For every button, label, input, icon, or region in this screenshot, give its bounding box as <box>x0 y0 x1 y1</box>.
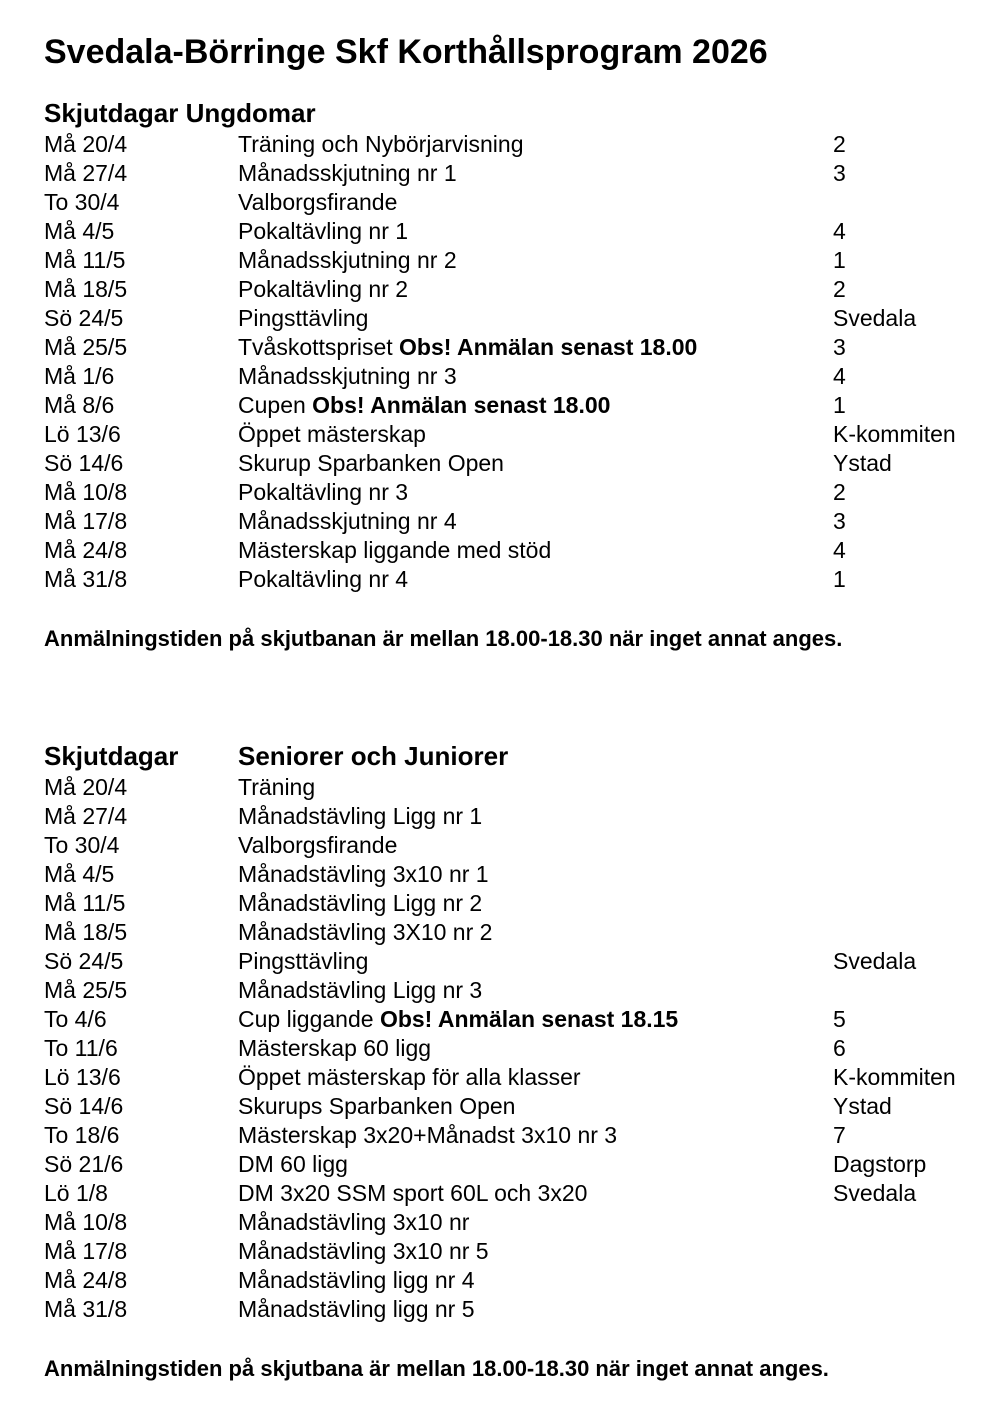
row-event-notice: Obs! Anmälan senast 18.00 <box>399 334 698 360</box>
row-day: Må 1/6 <box>44 363 115 389</box>
row-event <box>238 1237 489 1266</box>
row-event <box>238 159 457 188</box>
row-event-text: Cupen <box>238 392 313 418</box>
row-day: Må 24/8 <box>44 1267 128 1293</box>
row-event-notice: Obs! Anmälan senast 18.15 <box>379 1006 679 1032</box>
senior-schedule-row <box>44 1150 984 1179</box>
row-event <box>238 1266 475 1295</box>
row-event <box>238 188 397 217</box>
youth-schedule-row <box>44 362 984 391</box>
row-event-text: Öppet mästerskap <box>238 421 426 447</box>
youth-schedule-row <box>44 159 984 188</box>
youth-schedule-row <box>44 565 984 594</box>
row-event <box>238 1121 617 1150</box>
row-location: Ystad <box>833 1093 892 1119</box>
row-event <box>238 773 315 802</box>
row-event-text: Pingsttävling <box>238 948 369 974</box>
row-location: K-kommiten <box>833 1064 956 1090</box>
row-day: Må 17/8 <box>44 508 128 534</box>
row-day: Sö 24/5 <box>44 948 124 974</box>
row-event-text: Månadstävling ligg nr 4 <box>238 1267 475 1293</box>
senior-section-heading <box>44 739 984 773</box>
row-location: 4 <box>833 218 846 244</box>
row-event <box>238 449 504 478</box>
row-event-text: DM 3x20 SSM sport 60L och 3x20 <box>238 1180 588 1206</box>
senior-schedule-row <box>44 1092 984 1121</box>
row-day: Må 8/6 <box>44 392 115 418</box>
senior-schedule-row <box>44 773 984 802</box>
row-day: To 30/4 <box>44 832 120 858</box>
row-day: To 18/6 <box>44 1122 120 1148</box>
row-day: Sö 14/6 <box>44 450 124 476</box>
row-event-text: Träning <box>238 774 316 800</box>
row-location: 2 <box>833 276 846 302</box>
row-location: Ystad <box>833 450 892 476</box>
row-day: Må 27/4 <box>44 803 128 829</box>
row-event-text: Skurups Sparbanken Open <box>238 1093 516 1119</box>
row-day: Må 10/8 <box>44 1209 128 1235</box>
row-event-text: Månadstävling 3x10 nr 5 <box>238 1238 489 1264</box>
youth-schedule-row <box>44 536 984 565</box>
row-location: Svedala <box>833 305 917 331</box>
row-event <box>238 362 457 391</box>
youth-schedule-row <box>44 246 984 275</box>
row-day: Må 17/8 <box>44 1238 128 1264</box>
row-day: Må 4/5 <box>44 861 115 887</box>
youth-schedule-row <box>44 478 984 507</box>
row-event-text: Pokaltävling nr 4 <box>238 566 409 592</box>
youth-schedule-list <box>44 130 984 594</box>
row-location: 2 <box>833 479 846 505</box>
row-event-text: Träning och Nybörjarvisning <box>238 131 524 157</box>
youth-heading-text: Skjutdagar Ungdomar <box>44 98 316 128</box>
row-event <box>238 246 457 275</box>
row-event <box>238 1208 469 1237</box>
row-event <box>238 420 426 449</box>
row-location: 1 <box>833 566 846 592</box>
row-day: Må 18/5 <box>44 276 128 302</box>
row-event-text: Pokaltävling nr 1 <box>238 218 409 244</box>
row-event <box>238 565 408 594</box>
row-day: Må 20/4 <box>44 774 128 800</box>
row-event <box>238 304 368 333</box>
row-event <box>238 333 697 362</box>
row-event-text: Valborgsfirande <box>238 832 398 858</box>
youth-registration-note: Anmälningstiden på skjutbanan är mellan 18.00-18.30 när inget annat anges. <box>44 626 843 651</box>
row-day: To 11/6 <box>44 1035 118 1061</box>
row-day: Må 25/5 <box>44 334 128 360</box>
row-event-text: Pokaltävling nr 2 <box>238 276 409 302</box>
row-event-text: Mästerskap 3x20+Månadst 3x10 nr 3 <box>238 1122 618 1148</box>
senior-schedule-row <box>44 1179 984 1208</box>
row-day: Må 25/5 <box>44 977 128 1003</box>
youth-schedule-row <box>44 449 984 478</box>
senior-schedule-row <box>44 860 984 889</box>
row-event-notice: Obs! Anmälan senast 18.00 <box>312 392 611 418</box>
row-event-text: Månadstävling Ligg nr 3 <box>238 977 483 1003</box>
row-event <box>238 478 408 507</box>
row-event-text: Månadstävling Ligg nr 2 <box>238 890 483 916</box>
row-event <box>238 831 397 860</box>
row-day: Må 4/5 <box>44 218 115 244</box>
row-day: Må 18/5 <box>44 919 128 945</box>
row-location: 3 <box>833 334 846 360</box>
senior-registration-note: Anmälningstiden på skjutbana är mellan 18.00-18.30 när inget annat anges. <box>44 1356 829 1381</box>
senior-schedule-row <box>44 802 984 831</box>
row-location: 2 <box>833 131 846 157</box>
row-event <box>238 1005 678 1034</box>
row-day: Sö 21/6 <box>44 1151 124 1177</box>
row-day: Må 31/8 <box>44 566 128 592</box>
row-event <box>238 860 489 889</box>
row-event-text: Månadstävling 3X10 nr 2 <box>238 919 493 945</box>
row-event-text: Mästerskap liggande med stöd <box>238 537 552 563</box>
row-event <box>238 391 610 420</box>
page-title: Svedala-Börringe Skf Korthållsprogram 2026 <box>44 33 768 71</box>
row-location: 5 <box>833 1006 846 1032</box>
row-event-text: Pingsttävling <box>238 305 369 331</box>
senior-heading-text: Skjutdagar <box>44 741 179 771</box>
row-location: 3 <box>833 508 846 534</box>
row-event <box>238 1063 581 1092</box>
youth-schedule-row <box>44 130 984 159</box>
row-day: Sö 24/5 <box>44 305 124 331</box>
row-day: Lö 13/6 <box>44 1064 121 1090</box>
row-event-text: Månadsskjutning nr 3 <box>238 363 457 389</box>
row-event <box>238 1179 587 1208</box>
youth-section-heading <box>44 96 984 130</box>
row-location: 4 <box>833 363 846 389</box>
row-location: 1 <box>833 392 846 418</box>
row-event-text: Cup liggande <box>238 1006 380 1032</box>
row-event-text: Månadstävling Ligg nr 1 <box>238 803 483 829</box>
row-event-text: Mästerskap 60 ligg <box>238 1035 432 1061</box>
row-location: Svedala <box>833 948 917 974</box>
row-location: 6 <box>833 1035 846 1061</box>
youth-schedule-row <box>44 304 984 333</box>
senior-schedule-row <box>44 1266 984 1295</box>
senior-schedule-row <box>44 831 984 860</box>
row-event-text: Månadstävling ligg nr 5 <box>238 1296 475 1322</box>
row-day: Sö 14/6 <box>44 1093 124 1119</box>
senior-section <box>44 739 984 1324</box>
senior-heading-category: Seniorer och Juniorer <box>238 741 509 771</box>
youth-schedule-row <box>44 507 984 536</box>
row-event <box>238 976 482 1005</box>
senior-schedule-row <box>44 976 984 1005</box>
youth-schedule-row <box>44 420 984 449</box>
senior-schedule-row <box>44 1295 984 1324</box>
row-event-text: DM 60 ligg <box>238 1151 348 1177</box>
row-day: To 30/4 <box>44 189 120 215</box>
row-event-text: Skurup Sparbanken Open <box>238 450 504 476</box>
row-day: Må 31/8 <box>44 1296 128 1322</box>
senior-schedule-row <box>44 1121 984 1150</box>
row-event-text: Valborgsfirande <box>238 189 398 215</box>
row-day: Må 10/8 <box>44 479 128 505</box>
senior-schedule-row <box>44 1034 984 1063</box>
senior-schedule-row <box>44 1005 984 1034</box>
senior-schedule-list <box>44 773 984 1324</box>
row-event-text: Pokaltävling nr 3 <box>238 479 409 505</box>
row-day: Lö 1/8 <box>44 1180 108 1206</box>
row-event <box>238 217 408 246</box>
row-event <box>238 1150 348 1179</box>
row-event <box>238 918 492 947</box>
row-day: Må 11/5 <box>44 890 126 916</box>
row-event-text: Månadsskjutning nr 2 <box>238 247 457 273</box>
row-event <box>238 1034 431 1063</box>
row-event <box>238 1295 475 1324</box>
youth-schedule-row <box>44 333 984 362</box>
senior-schedule-row <box>44 1063 984 1092</box>
row-location: 3 <box>833 160 846 186</box>
row-event <box>238 947 368 976</box>
row-event-text: Månadstävling 3x10 nr <box>238 1209 470 1235</box>
row-event-text: Tvåskottspriset <box>238 334 400 360</box>
row-location: 4 <box>833 537 846 563</box>
row-event-text: Månadsskjutning nr 1 <box>238 160 457 186</box>
youth-schedule-row <box>44 188 984 217</box>
row-day: To 4/6 <box>44 1006 107 1032</box>
row-event <box>238 275 408 304</box>
row-event <box>238 130 524 159</box>
row-location: K-kommiten <box>833 421 956 447</box>
youth-schedule-row <box>44 275 984 304</box>
row-event <box>238 536 551 565</box>
row-location: 7 <box>833 1122 846 1148</box>
row-event-text: Öppet mästerskap för alla klasser <box>238 1064 581 1090</box>
senior-schedule-row <box>44 889 984 918</box>
row-day: Må 20/4 <box>44 131 128 157</box>
youth-schedule-row <box>44 391 984 420</box>
row-day: Må 27/4 <box>44 160 128 186</box>
youth-section <box>44 96 984 594</box>
row-event <box>238 1092 515 1121</box>
row-day: Må 24/8 <box>44 537 128 563</box>
youth-schedule-row <box>44 217 984 246</box>
row-event <box>238 802 482 831</box>
row-event-text: Månadsskjutning nr 4 <box>238 508 457 534</box>
row-event-text: Månadstävling 3x10 nr 1 <box>238 861 489 887</box>
row-day: Må 11/5 <box>44 247 126 273</box>
row-location: 1 <box>833 247 846 273</box>
row-location: Svedala <box>833 1180 917 1206</box>
senior-schedule-row <box>44 1237 984 1266</box>
row-day: Lö 13/6 <box>44 421 121 447</box>
row-location: Dagstorp <box>833 1151 927 1177</box>
row-event <box>238 889 482 918</box>
senior-schedule-row <box>44 947 984 976</box>
senior-schedule-row <box>44 918 984 947</box>
senior-schedule-row <box>44 1208 984 1237</box>
row-event <box>238 507 457 536</box>
